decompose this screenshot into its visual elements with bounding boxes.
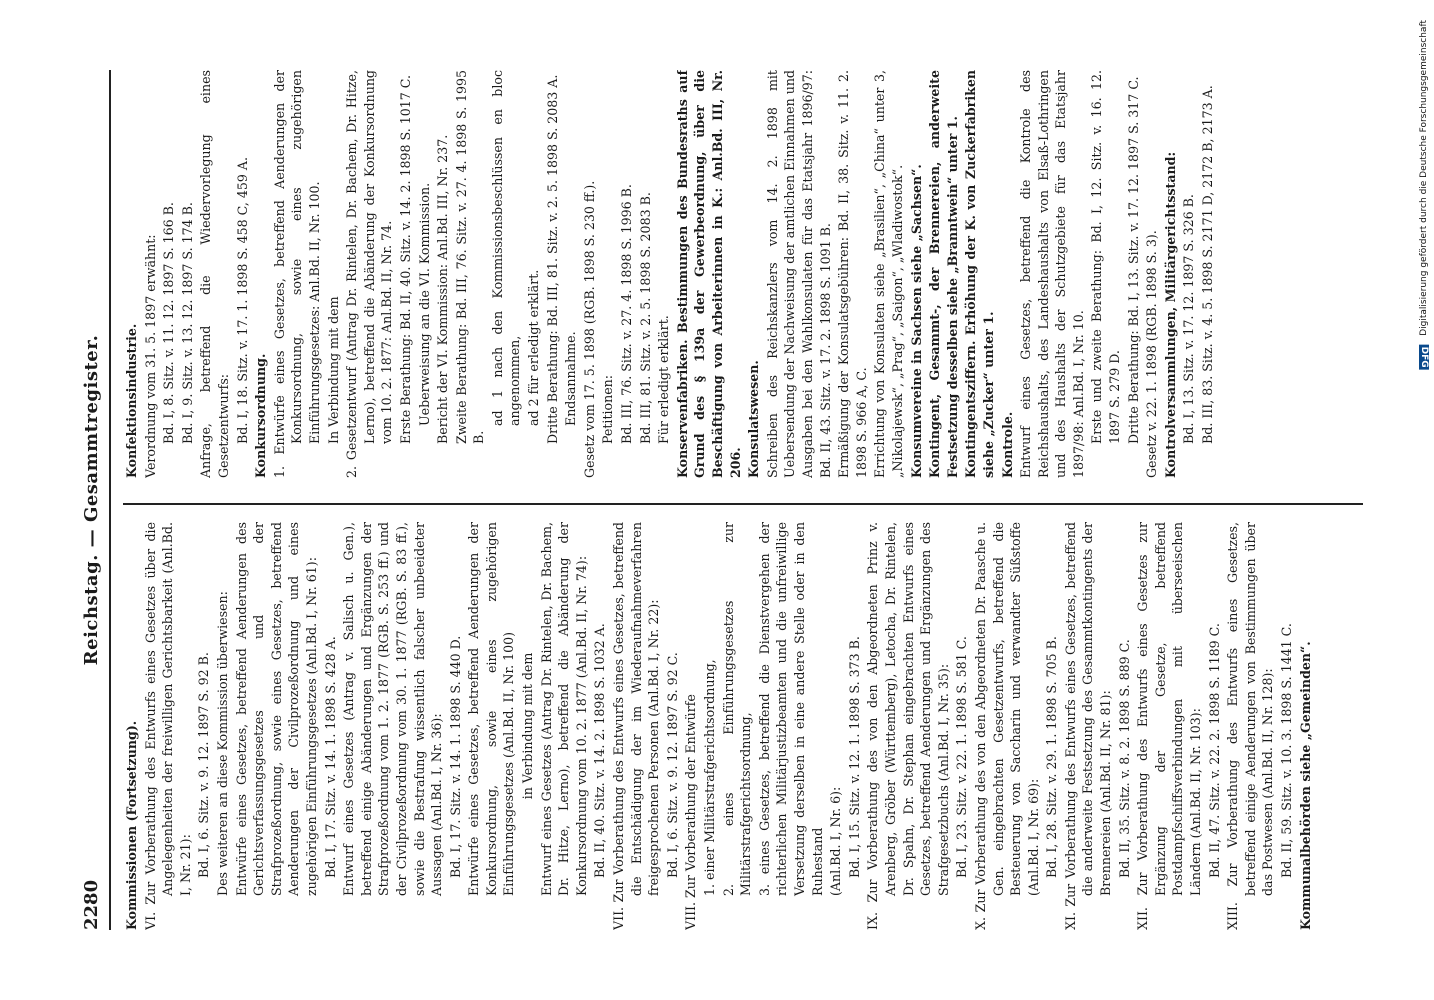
register-line: Entwürfe eines Gesetzes, betreffend Aenderungen der Konkursordnung, sowie eines zugehörigen Einführungsgesetzes (Anl.Bd. II, Nr. 100) [466, 522, 517, 896]
register-line: Bd. II, 40. Sitz. v. 14. 2. 1898 S. 1032 A. [592, 623, 608, 878]
register-heading: Kontingent, Gesammt-, der Brennereien, anderweite Festsetzung desselben siehe „Branntwein“ unter 1. [927, 70, 960, 478]
register-line: Bd. I, 15. Sitz. v. 12. 1. 1898 S. 373 B. [846, 636, 862, 878]
digitization-credit [1416, 20, 1432, 980]
register-line: VIII. Zur Vorberathung der Entwürfe [683, 694, 699, 930]
register-line: XIII. Zur Vorberathung des Entwurfs eines Gesetzes, betreffend einige Aenderungen von Bestimmungen über das Postwesen (Anl.Bd. II, Nr. 128): [1225, 522, 1276, 930]
register-line: Entwurf eines Gesetzes (Antrag Dr. Rintelen, Dr. Bachem, Dr. Hitze, Lerno), betreffend die Abänderung der Konkursordnung vom 10. 2. 1877 (Anl.Bd. II, Nr. 74): [538, 522, 589, 896]
page-number: 2280 [81, 879, 102, 930]
register-heading: Kommissionen (Fortsetzung). [124, 720, 139, 930]
register-line: Erste Berathung: Bd. II, 40. Sitz. v. 14. 2. 1898 S. 1017 C. [397, 75, 413, 444]
register-line: Bd. I, 23. Sitz. v. 22. 1. 1898 S. 581 C. [954, 636, 970, 878]
register-line: Bd. I, 17. Sitz. v. 14. 1. 1898 S. 428 A. [322, 636, 338, 878]
register-line: Bd. I, 28. Sitz. v. 29. 1. 1898 S. 705 B. [1044, 636, 1060, 878]
register-line: Entwurf eines Gesetzes (Antrag v. Salisch u. Gen.), betreffend einige Abänderungen und Ergänzungen der Strafprozeßordnung vom 1. 2. 1877 (RGB. S. 253 ff.) und der Civilprozeßordnung vom 30. 1. 1877 (RGB. S. 83 ff.), sowie die Bestrafung wissentlich falscher unbeeideter Aussagen (Anl.Bd. I, Nr. 36): [341, 522, 445, 896]
register-heading: Kontingentsziffern. Erhöhung der K. von Zuckerfabriken siehe „Zucker“ unter 1. [963, 70, 996, 478]
page-title: Reichstag. — Gesammtregister. [81, 334, 102, 666]
register-line: Schreiben des Reichskanzlers vom 14. 2. 1898 mit Uebersendung der Nachweisung der amtlichen Einnahmen und Ausgaben bei den Wahlkonsulaten für das Etatsjahr 1896/97: Bd. II, 43. Sitz. v. 17. 2. 1898 S. 1091 B. [764, 70, 833, 478]
register-line: 1. einer Militärstrafgerichtsordnung, [702, 659, 717, 896]
register-line: Bd. I, 17. Sitz. v. 14. 1. 1898 S. 440 D. [447, 635, 463, 878]
register-heading: Konsumvereine in Sachsen siehe „Sachsen“. [908, 164, 924, 478]
register-line: 3. eines Gesetzes, betreffend die Dienstvergehen der richterlichen Militärjustizbeamten und die unfreiwillige Versetzung derselben in eine andere Stelle oder in den Ruhestand [756, 522, 825, 896]
register-line: Anfrage, betreffend die Wiedervorlegung eines Gesetzentwurfs: [198, 70, 231, 478]
register-line: 2. Gesetzentwurf (Antrag Dr. Rintelen, Dr. Bachem, Dr. Hitze, Lerno), betreffend die Abänderung der Konkursordnung vom 10. 2. 1877: Anl.Bd. II, Nr. 74. [344, 70, 395, 478]
register-line: Bericht der VI. Kommission: Anl.Bd. III, Nr. 237. [435, 134, 451, 444]
register-line: Verordnung vom 31. 5. 1897 erwähnt: [142, 234, 158, 478]
register-heading: Kontrole. [999, 411, 1015, 478]
register-line: Bd. I, 9. Sitz. v. 13. 12. 1897 S. 174 B. [179, 202, 195, 444]
right-column [123, 70, 1363, 478]
register-page [47, 40, 1387, 960]
header-rule [109, 70, 111, 930]
register-heading: Konsulatswesen. [746, 360, 762, 478]
register-line: XI. Zur Vorberathung des Entwurfs eines Gesetzes, betreffend die anderweite Festsetzung des Gesammtkontingents der Brennereien (Anl.Bd. II, Nr. 81): [1062, 522, 1114, 930]
register-heading: Konkursordnung. [253, 353, 269, 478]
register-line: (Anl.Bd. I, Nr. 6): [828, 786, 844, 896]
register-heading: Konfektionsindustrie. [124, 323, 139, 478]
register-line: Entwurf eines Gesetzes, betreffend die Kontrole des Reichshaushalts, des Landeshaushalts von Elsaß-Lothringen und des Haushalts der Schutzgebiete für das Etatsjahr 1897/98: Anl.Bd. I, Nr. 10. [1018, 70, 1086, 478]
register-line: Errichtung von Konsulaten siehe „Brasilien“, „China“ unter 3, „Nikolajewsk“, „Prag“, „Saigon“, „Wladiwostok“. [872, 70, 905, 478]
register-line: Bd. I, 6. Sitz. v. 9. 12. 1897 S. 92 C. [664, 652, 680, 878]
register-line: 1. Entwürfe eines Gesetzes, betreffend Aenderungen der Konkursordnung, sowie eines zugehörigen Einführungsgesetzes: Anl.Bd. II, Nr. 100. [271, 70, 322, 478]
register-line: Bd. III, 83. Sitz. v. 4. 5. 1898 S. 2171 D, 2172 B, 2173 A. [1200, 85, 1216, 444]
register-line: Bd. III, 76. Sitz. v. 27. 4. 1898 S. 1996 B. [619, 184, 635, 444]
register-line: Bd. I, 18. Sitz. v. 17. 1. 1898 S. 458 C, 459 A. [234, 157, 250, 444]
register-line: 2. eines Einführungsgesetzes zur Militärstrafgerichtsordnung, [720, 522, 754, 896]
register-line: Petitionen: [600, 374, 616, 444]
register-line: in Verbindung mit dem [520, 652, 536, 800]
credit-text: Digitalisierung gefördert durch die Deutsche Forschungsgemeinschaft [1419, 20, 1429, 336]
dfg-logo: DFG [1419, 346, 1429, 368]
register-heading: Kontrolversammlungen, Militärgerichtsstand: [1162, 151, 1178, 478]
register-line: IX. Zur Vorberathung des von den Abgeordneten Prinz v. Arenberg, Gröber (Württemberg), Letocha, Dr. Rintelen, Dr. Spahn, Dr. Stephan eingebrachten Entwurfs eines Gesetzes, betreffend Aenderungen und Ergänzungen des Strafgesetzbuchs (Anl.Bd. I, Nr. 35): [865, 522, 951, 930]
register-line: Ueberweisung an die VI. Kommission. [416, 182, 432, 426]
column-divider [123, 503, 1363, 505]
register-line: ad 2 für erledigt erklärt. [526, 269, 542, 426]
register-line: Bd. I, 6. Sitz. v. 9. 12. 1897 S. 92 B. [196, 652, 212, 878]
register-line: Entwürfe eines Gesetzes, betreffend Aenderungen des Gerichtsverfassungsgesetzes und der Strafprozeßordnung, sowie eines Gesetzes, betreffend Aenderungen der Civilprozeßordnung und eines zugehörigen Einführungsgesetzes (Anl.Bd. I, Nr. 61): [233, 522, 319, 896]
register-heading: Konservenfabriken. Bestimmungen des Bundesraths auf Grund des § 139a der Gewerbeordnung, über die Beschäftigung von Arbeiterinnen in K.: Anl.Bd. III, Nr. 206. [674, 70, 743, 478]
register-line: Dritte Berathung: Bd. III, 81. Sitz. v. 2. 5. 1898 S. 2083 A. [544, 74, 560, 444]
register-line: VI. Zur Vorberathung des Entwurfs eines Gesetzes über die Angelegenheiten der freiwilligen Gerichtsbarkeit (Anl.Bd. I, Nr. 21): [142, 522, 193, 930]
register-line: Ermäßigung der Konsulatsgebühren: Bd. II, 38. Sitz. v. 11. 2. 1898 S. 966 A, C. [836, 70, 869, 478]
register-heading: Kommunalbehörden siehe „Gemeinden“. [1297, 641, 1313, 930]
register-line: Gesetz vom 17. 5. 1898 (RGB. 1898 S. 230 ff.). [581, 180, 597, 478]
register-line: Dritte Berathung: Bd. I, 13. Sitz. v. 17. 12. 1897 S. 317 C. [1125, 76, 1141, 444]
register-line: X. Zur Vorberathung des von den Abgeordneten Dr. Paasche u. Gen. eingebrachten Gesetzentwurfs, betreffend die Besteuerung von Saccharin und verwandter Süßstoffe (Anl.Bd. I, Nr. 69): [972, 522, 1041, 930]
page-header [81, 70, 107, 930]
register-line: Gesetz v. 22. 1. 1898 (RGB. 1898 S. 3). [1144, 230, 1160, 478]
register-line: Bd. I, 13. Sitz. v. 17. 12. 1897 S. 326 B. [1181, 194, 1197, 444]
register-line: Des weiteren an diese Kommission überwiesen: [214, 591, 230, 896]
register-line: XII. Zur Vorberathung des Entwurfs eines Gesetzes zur Ergänzung der Gesetze, betreffend Postdampfschiffsverbindungen mit überseeischen Ländern (Anl.Bd. II, Nr. 103): [1135, 522, 1204, 930]
left-column [123, 522, 1363, 930]
register-line: Endsannahme. [563, 331, 579, 426]
register-line: Bd. I, 8. Sitz. v. 11. 12. 1897 S. 166 B. [161, 202, 177, 444]
register-line: Bd. II, 47. Sitz. v. 22. 2. 1898 S. 1189 C. [1206, 623, 1222, 878]
register-line: ad 1 nach den Kommissionsbeschlüssen en bloc angenommen, [489, 70, 523, 426]
register-line: Bd. II, 35. Sitz. v. 8. 2. 1898 S. 889 C. [1116, 639, 1132, 878]
register-line: Für erledigt erklärt. [656, 315, 672, 444]
register-line: VII. Zur Vorberathung des Entwurfs eines Gesetzes, betreffend die Entschädigung der im Wiederaufnahmeverfahren freigesprochenen Personen (Anl.Bd. I, Nr. 22): [611, 522, 662, 930]
register-line: In Verbindung mit dem [325, 296, 341, 444]
register-line: Bd. III, 81. Sitz. v. 2. 5. 1898 S. 2083 B. [637, 192, 653, 444]
register-line: Bd. II, 59. Sitz. v. 10. 3. 1898 S. 1441 C. [1279, 623, 1294, 878]
register-line: Erste und zweite Berathung: Bd. I, 12. Sitz. v. 16. 12. 1897 S. 279 D. [1089, 70, 1123, 444]
register-line: Zweite Berathung: Bd. III, 76. Sitz. v. 27. 4. 1898 S. 1995 B. [453, 70, 487, 444]
